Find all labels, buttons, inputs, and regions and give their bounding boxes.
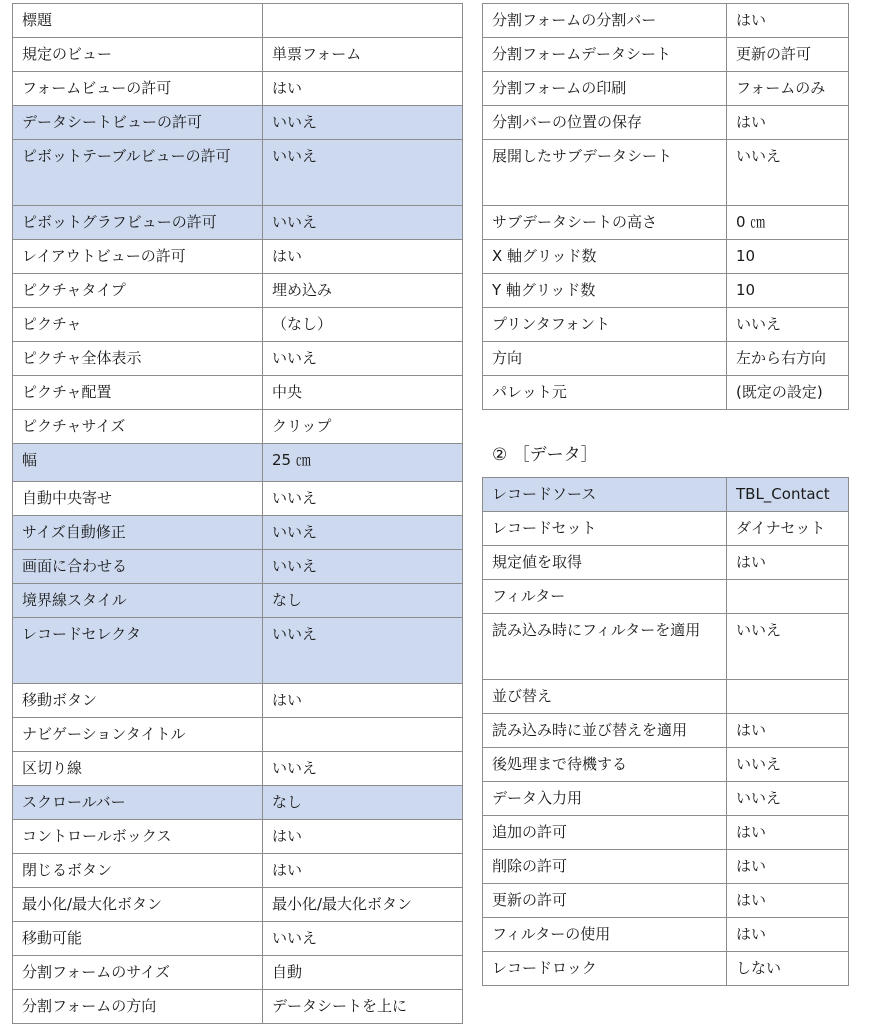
property-value: いいえ	[263, 140, 463, 206]
property-name: 境界線スタイル	[13, 584, 263, 618]
table-row	[13, 684, 463, 718]
table-row	[13, 274, 463, 308]
property-value: いいえ	[263, 342, 463, 376]
property-value: はい	[263, 820, 463, 854]
property-value: 単票フォーム	[263, 38, 463, 72]
property-name: レコードソース	[483, 478, 727, 512]
table-row	[13, 786, 463, 820]
property-value: いいえ	[263, 482, 463, 516]
left-table-body	[13, 4, 463, 1024]
property-value: はい	[727, 816, 849, 850]
table-row	[13, 140, 463, 206]
property-name: 並び替え	[483, 680, 727, 714]
property-value: はい	[263, 684, 463, 718]
property-name: 分割フォームデータシート	[483, 38, 727, 72]
property-name: 更新の許可	[483, 884, 727, 918]
property-name: 分割フォームの分割バー	[483, 4, 727, 38]
table-row	[483, 206, 849, 240]
property-value: はい	[727, 106, 849, 140]
property-value: いいえ	[727, 782, 849, 816]
property-name: 方向	[483, 342, 727, 376]
table-row	[483, 748, 849, 782]
property-value	[727, 580, 849, 614]
table-row	[13, 618, 463, 684]
data-section-heading: ② ［データ］	[492, 445, 598, 465]
property-value: いいえ	[263, 206, 463, 240]
table-row	[13, 444, 463, 482]
property-name: 後処理まで待機する	[483, 748, 727, 782]
property-value: はい	[727, 918, 849, 952]
table-row	[483, 342, 849, 376]
right-table-body	[483, 4, 849, 410]
table-row	[483, 714, 849, 748]
property-name: 読み込み時にフィルターを適用	[483, 614, 727, 680]
property-value: (既定の設定)	[727, 376, 849, 410]
property-name: ピクチャ	[13, 308, 263, 342]
property-value: いいえ	[263, 106, 463, 140]
table-row	[13, 482, 463, 516]
table-row	[483, 918, 849, 952]
table-row	[483, 850, 849, 884]
table-row	[483, 816, 849, 850]
property-value: はい	[727, 4, 849, 38]
property-name: 分割バーの位置の保存	[483, 106, 727, 140]
table-row	[13, 820, 463, 854]
property-name: 読み込み時に並び替えを適用	[483, 714, 727, 748]
property-name: プリンタフォント	[483, 308, 727, 342]
property-value: いいえ	[727, 614, 849, 680]
table-row	[483, 376, 849, 410]
property-name: ピクチャ配置	[13, 376, 263, 410]
property-value: しない	[727, 952, 849, 986]
property-name: サイズ自動修正	[13, 516, 263, 550]
property-value: はい	[263, 240, 463, 274]
property-name: フィルター	[483, 580, 727, 614]
property-name: ピクチャ全体表示	[13, 342, 263, 376]
table-row	[13, 990, 463, 1024]
table-row	[483, 782, 849, 816]
table-row	[483, 952, 849, 986]
property-value	[263, 4, 463, 38]
table-row	[483, 680, 849, 714]
property-name: 規定値を取得	[483, 546, 727, 580]
property-value: いいえ	[727, 308, 849, 342]
table-row	[483, 884, 849, 918]
property-value: 左から右方向	[727, 342, 849, 376]
table-row	[13, 376, 463, 410]
property-value: はい	[263, 72, 463, 106]
property-name: 標題	[13, 4, 263, 38]
property-value	[263, 718, 463, 752]
table-row	[13, 922, 463, 956]
property-name: サブデータシートの高さ	[483, 206, 727, 240]
table-row	[13, 72, 463, 106]
property-value: いいえ	[727, 140, 849, 206]
table-row	[483, 140, 849, 206]
property-name: 画面に合わせる	[13, 550, 263, 584]
property-value: ダイナセット	[727, 512, 849, 546]
property-name: 区切り線	[13, 752, 263, 786]
property-value: はい	[727, 546, 849, 580]
property-value: 埋め込み	[263, 274, 463, 308]
table-row	[13, 410, 463, 444]
property-name: データシートビューの許可	[13, 106, 263, 140]
table-row	[483, 38, 849, 72]
property-value: はい	[727, 884, 849, 918]
property-value: フォームのみ	[727, 72, 849, 106]
table-row	[483, 478, 849, 512]
property-name: 自動中央寄せ	[13, 482, 263, 516]
property-name: 削除の許可	[483, 850, 727, 884]
table-row	[13, 956, 463, 990]
property-name: 幅	[13, 444, 263, 482]
table-row	[483, 274, 849, 308]
property-value: いいえ	[263, 550, 463, 584]
table-row	[13, 854, 463, 888]
table-row	[13, 206, 463, 240]
property-name: レコードロック	[483, 952, 727, 986]
table-row	[483, 240, 849, 274]
table-row	[13, 342, 463, 376]
property-name: ピボットグラフビューの許可	[13, 206, 263, 240]
property-name: 移動ボタン	[13, 684, 263, 718]
property-value: 更新の許可	[727, 38, 849, 72]
property-name: 分割フォームの印刷	[483, 72, 727, 106]
table-row	[13, 550, 463, 584]
property-name: データ入力用	[483, 782, 727, 816]
table-row	[13, 38, 463, 72]
property-value: いいえ	[727, 748, 849, 782]
property-name: 分割フォームのサイズ	[13, 956, 263, 990]
table-row	[483, 72, 849, 106]
property-name: ピクチャサイズ	[13, 410, 263, 444]
property-name: レイアウトビューの許可	[13, 240, 263, 274]
property-name: ピボットテーブルビューの許可	[13, 140, 263, 206]
table-row	[483, 308, 849, 342]
property-value	[727, 680, 849, 714]
property-name: コントロールボックス	[13, 820, 263, 854]
data-properties-table	[482, 477, 849, 986]
data-table-body	[483, 478, 849, 986]
property-value: 25 ㎝	[263, 444, 463, 482]
property-name: レコードセレクタ	[13, 618, 263, 684]
property-value: はい	[263, 854, 463, 888]
table-row	[13, 718, 463, 752]
table-row	[13, 752, 463, 786]
property-value: いいえ	[263, 922, 463, 956]
table-row	[13, 240, 463, 274]
property-name: 規定のビュー	[13, 38, 263, 72]
property-value: なし	[263, 584, 463, 618]
property-name: フォームビューの許可	[13, 72, 263, 106]
property-value: いいえ	[263, 516, 463, 550]
property-name: 展開したサブデータシート	[483, 140, 727, 206]
property-name: ナビゲーションタイトル	[13, 718, 263, 752]
property-name: スクロールバー	[13, 786, 263, 820]
table-row	[483, 512, 849, 546]
property-value: いいえ	[263, 752, 463, 786]
table-row	[483, 4, 849, 38]
property-value: はい	[727, 850, 849, 884]
property-value: なし	[263, 786, 463, 820]
property-value: データシートを上に	[263, 990, 463, 1024]
property-name: レコードセット	[483, 512, 727, 546]
property-name: Y 軸グリッド数	[483, 274, 727, 308]
table-row	[13, 308, 463, 342]
table-row	[483, 580, 849, 614]
property-name: 追加の許可	[483, 816, 727, 850]
property-value: はい	[727, 714, 849, 748]
property-value: 10	[727, 240, 849, 274]
property-value: 中央	[263, 376, 463, 410]
property-value: 0 ㎝	[727, 206, 849, 240]
property-name: フィルターの使用	[483, 918, 727, 952]
property-value: クリップ	[263, 410, 463, 444]
form-properties-table-right	[482, 3, 849, 410]
property-value: （なし）	[263, 308, 463, 342]
table-row	[13, 106, 463, 140]
table-row	[483, 614, 849, 680]
table-row	[483, 546, 849, 580]
property-name: ピクチャタイプ	[13, 274, 263, 308]
table-row	[13, 888, 463, 922]
property-name: 閉じるボタン	[13, 854, 263, 888]
property-name: 移動可能	[13, 922, 263, 956]
property-name: パレット元	[483, 376, 727, 410]
property-value: 自動	[263, 956, 463, 990]
property-value: 10	[727, 274, 849, 308]
property-name: X 軸グリッド数	[483, 240, 727, 274]
property-value: いいえ	[263, 618, 463, 684]
form-properties-table-left	[12, 3, 463, 1024]
property-value: TBL_Contact	[727, 478, 849, 512]
property-value: 最小化/最大化ボタン	[263, 888, 463, 922]
table-row	[13, 4, 463, 38]
property-name: 最小化/最大化ボタン	[13, 888, 263, 922]
property-name: 分割フォームの方向	[13, 990, 263, 1024]
table-row	[13, 516, 463, 550]
table-row	[483, 106, 849, 140]
table-row	[13, 584, 463, 618]
